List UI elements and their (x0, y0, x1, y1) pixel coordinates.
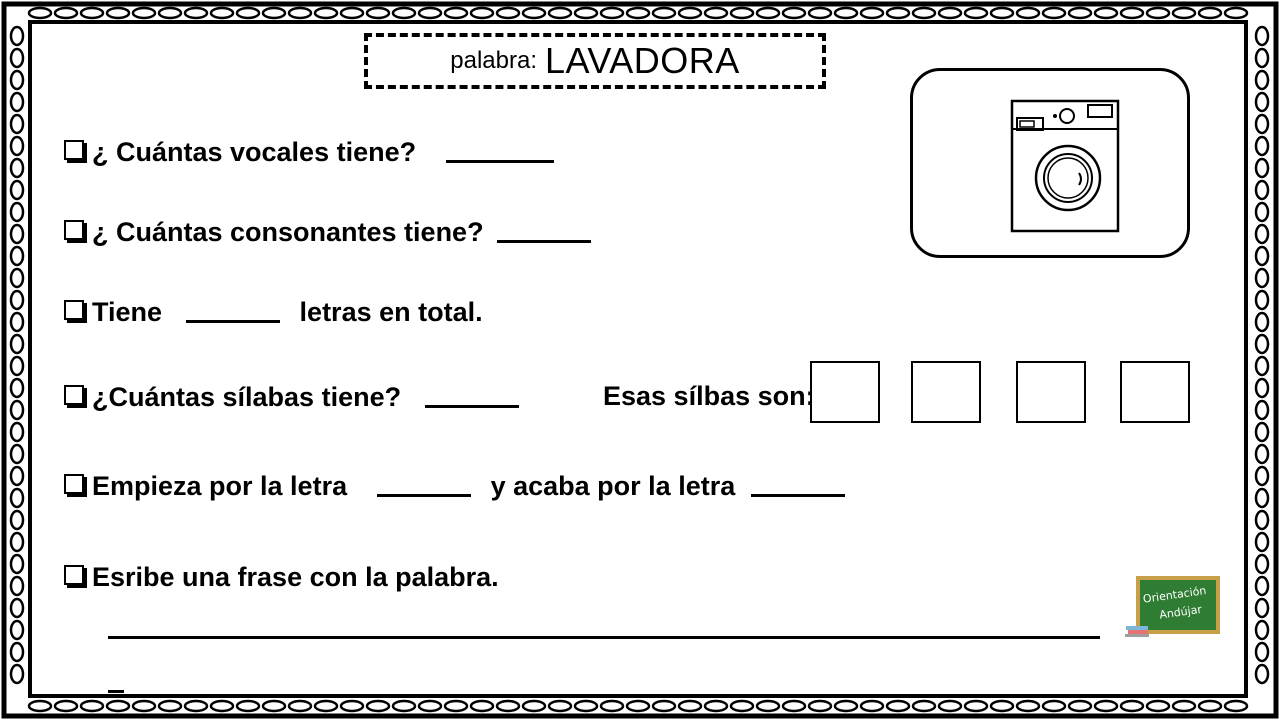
border-loop (11, 577, 23, 595)
border-loop (289, 8, 311, 18)
border-loop (1256, 577, 1268, 595)
border-loop (1256, 181, 1268, 199)
border-loop (861, 701, 883, 711)
border-loop (1225, 8, 1247, 18)
border-loop (1256, 269, 1268, 287)
answer-blank[interactable] (446, 138, 554, 163)
border-loop (315, 8, 337, 18)
border-loop (549, 701, 571, 711)
border-loop (731, 8, 753, 18)
border-loop (1256, 313, 1268, 331)
question-total-letters-start: Tiene (92, 297, 163, 327)
border-loop (11, 181, 23, 199)
border-loop (1256, 533, 1268, 551)
border-loop (11, 115, 23, 133)
border-loop (783, 701, 805, 711)
border-loop (11, 467, 23, 485)
picture-frame (910, 68, 1190, 258)
border-loop (679, 701, 701, 711)
border-loop (679, 8, 701, 18)
word-value: LAVADORA (545, 40, 740, 81)
border-loop (107, 8, 129, 18)
border-loop (939, 701, 961, 711)
border-loop (11, 489, 23, 507)
border-loop (237, 701, 259, 711)
border-loop (419, 8, 441, 18)
word-prefix: palabra: (450, 47, 537, 74)
border-loop (965, 701, 987, 711)
border-loop (11, 71, 23, 89)
border-loop (11, 533, 23, 551)
border-loop (367, 8, 389, 18)
border-loop (11, 599, 23, 617)
border-loop (835, 701, 857, 711)
border-loop (393, 8, 415, 18)
border-loop (1256, 445, 1268, 463)
border-loop (11, 203, 23, 221)
border-loop (11, 555, 23, 573)
border-loop (445, 701, 467, 711)
border-loop (55, 701, 77, 711)
border-loop (211, 8, 233, 18)
sentence-answer-line-2[interactable] (108, 690, 124, 693)
border-loop (549, 8, 571, 18)
border-loop (835, 8, 857, 18)
word-title-box (364, 33, 826, 89)
answer-blank[interactable] (425, 383, 519, 408)
question-syllables-text: ¿Cuántas sílabas tiene? (92, 382, 402, 412)
border-loop (653, 8, 675, 18)
border-loop (1256, 511, 1268, 529)
border-loop (1069, 701, 1091, 711)
question-total-letters-end: letras en total. (299, 297, 483, 327)
border-loop (11, 159, 23, 177)
border-loop (601, 701, 623, 711)
border-loop (1017, 8, 1039, 18)
border-loop (159, 701, 181, 711)
syllable-box-2[interactable] (911, 361, 981, 423)
question-consonants-text: ¿ Cuántas consonantes tiene? (92, 217, 484, 247)
border-loop (757, 701, 779, 711)
checkbox-icon[interactable] (64, 565, 84, 585)
border-loop (1043, 701, 1065, 711)
border-loop (523, 8, 545, 18)
border-loop (159, 8, 181, 18)
border-loop (731, 701, 753, 711)
border-loop (1199, 8, 1221, 18)
border-loop (965, 8, 987, 18)
answer-blank[interactable] (751, 472, 845, 497)
border-loop (1256, 137, 1268, 155)
question-first-last-letter (64, 472, 845, 500)
logo-line-1: Orientación (1142, 584, 1208, 606)
border-loop (1256, 555, 1268, 573)
border-loop (1256, 599, 1268, 617)
border-loop (1147, 8, 1169, 18)
border-loop (653, 701, 675, 711)
border-loop (11, 335, 23, 353)
logo-line-2: Andújar (1158, 602, 1203, 622)
washing-machine-icon (913, 71, 1187, 255)
border-loop (11, 665, 23, 683)
border-loop (1173, 701, 1195, 711)
border-loop (1069, 8, 1091, 18)
border-loop (445, 8, 467, 18)
border-loop (133, 8, 155, 18)
border-loop (1256, 247, 1268, 265)
border-loop (887, 701, 909, 711)
answer-blank[interactable] (377, 472, 471, 497)
border-loop (1256, 291, 1268, 309)
border-loop (1256, 423, 1268, 441)
border-loop (939, 8, 961, 18)
border-loop (497, 701, 519, 711)
border-loop (393, 701, 415, 711)
border-loop (11, 49, 23, 67)
border-loop (263, 8, 285, 18)
border-loop (887, 8, 909, 18)
syllable-box-3[interactable] (1016, 361, 1086, 423)
border-loop (575, 701, 597, 711)
orientacion-andujar-logo (1124, 574, 1222, 638)
border-loop (11, 401, 23, 419)
border-loop (1256, 401, 1268, 419)
border-loop (1256, 27, 1268, 45)
border-loop (341, 8, 363, 18)
border-loop (133, 701, 155, 711)
border-loop (1256, 357, 1268, 375)
border-loop (1225, 701, 1247, 711)
question-sentence-text: Esribe una frase con la palabra. (92, 562, 499, 592)
border-loop (11, 313, 23, 331)
border-loop (575, 8, 597, 18)
border-loop (29, 701, 51, 711)
border-loop (1256, 643, 1268, 661)
border-loop (1256, 665, 1268, 683)
border-loop (497, 8, 519, 18)
border-loop (341, 701, 363, 711)
border-loop (705, 701, 727, 711)
border-loop (471, 701, 493, 711)
answer-blank[interactable] (186, 298, 280, 323)
answer-blank[interactable] (497, 218, 591, 243)
border-loop (861, 8, 883, 18)
border-loop (11, 137, 23, 155)
border-loop (627, 8, 649, 18)
border-loop (991, 701, 1013, 711)
border-loop (11, 643, 23, 661)
border-loop (11, 269, 23, 287)
question-syllables (64, 383, 519, 411)
question-consonants (64, 218, 591, 246)
border-loop (1256, 71, 1268, 89)
border-loop (1256, 93, 1268, 111)
border-loop (1256, 159, 1268, 177)
border-loop (419, 701, 441, 711)
syllable-box-1[interactable] (810, 361, 880, 423)
border-loop (1256, 621, 1268, 639)
border-loop (1147, 701, 1169, 711)
border-loop (11, 291, 23, 309)
border-loop (1095, 8, 1117, 18)
border-loop (601, 8, 623, 18)
border-loop (211, 701, 233, 711)
border-loop (263, 701, 285, 711)
border-loop (705, 8, 727, 18)
border-loop (11, 357, 23, 375)
border-loop (809, 8, 831, 18)
border-loop (11, 621, 23, 639)
syllable-box-4[interactable] (1120, 361, 1190, 423)
border-loop (1121, 8, 1143, 18)
border-loop (289, 701, 311, 711)
border-loop (315, 701, 337, 711)
syllables-label: Esas sílbas son: (603, 381, 815, 411)
border-loop (627, 701, 649, 711)
border-loop (1256, 467, 1268, 485)
border-loop (11, 445, 23, 463)
border-loop (913, 701, 935, 711)
border-loop (471, 8, 493, 18)
border-loop (29, 8, 51, 18)
border-loop (1256, 115, 1268, 133)
border-loop (81, 8, 103, 18)
border-loop (1017, 701, 1039, 711)
border-loop (185, 701, 207, 711)
border-loop (1256, 203, 1268, 221)
question-total-letters (64, 298, 483, 326)
border-loop (523, 701, 545, 711)
border-loop (55, 8, 77, 18)
border-loop (1043, 8, 1065, 18)
sentence-answer-line[interactable] (108, 636, 1100, 639)
checkbox-icon[interactable] (64, 474, 84, 494)
border-loop (11, 93, 23, 111)
border-loop (783, 8, 805, 18)
border-loop (107, 701, 129, 711)
border-loop (913, 8, 935, 18)
checkbox-icon[interactable] (64, 140, 84, 160)
border-loop (991, 8, 1013, 18)
question-vowels (64, 138, 554, 166)
border-loop (1095, 701, 1117, 711)
border-loop (1173, 8, 1195, 18)
border-loop (1256, 335, 1268, 353)
border-loop (1256, 489, 1268, 507)
border-loop (11, 379, 23, 397)
border-loop (11, 423, 23, 441)
question-first-letter-text: Empieza por la letra (92, 471, 348, 501)
border-loop (11, 225, 23, 243)
checkbox-icon[interactable] (64, 385, 84, 405)
border-loop (11, 511, 23, 529)
border-loop (237, 8, 259, 18)
border-loop (1121, 701, 1143, 711)
border-loop (1199, 701, 1221, 711)
checkbox-icon[interactable] (64, 300, 84, 320)
border-loop (185, 8, 207, 18)
question-sentence (64, 564, 499, 591)
border-loop (757, 8, 779, 18)
border-loop (1256, 49, 1268, 67)
border-loop (809, 701, 831, 711)
border-loop (81, 701, 103, 711)
border-loop (1256, 379, 1268, 397)
question-vowels-text: ¿ Cuántas vocales tiene? (92, 137, 417, 167)
checkbox-icon[interactable] (64, 220, 84, 240)
border-loop (11, 247, 23, 265)
border-loop (367, 701, 389, 711)
question-last-letter-text: y acaba por la letra (490, 471, 736, 501)
border-loop (1256, 225, 1268, 243)
border-loop (11, 27, 23, 45)
